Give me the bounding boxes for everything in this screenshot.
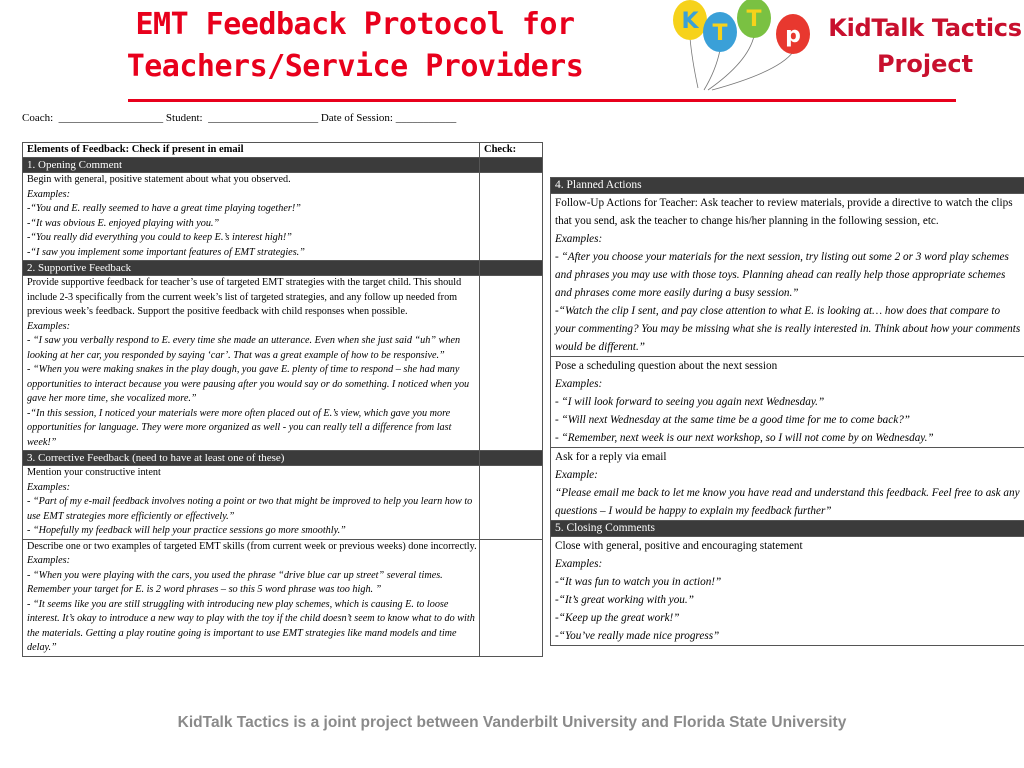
- section-header-closing: [551, 521, 1024, 537]
- logo-line-1: KidTalk Tactics: [828, 14, 1022, 42]
- check-column-header: Check:: [480, 143, 543, 158]
- kidtalk-logo-text: [826, 10, 1024, 82]
- example-item: - “Will next Wednesday at the same time be a good time for me to come back?”: [555, 414, 911, 426]
- examples-label: Examples:: [27, 481, 70, 493]
- example-item: - “I will look forward to seeing you again next Wednesday.”: [555, 396, 825, 408]
- table-header-row: [23, 143, 543, 158]
- example-item: - “When you were playing with the cars, you used the phrase “drive blue car up street” several times. Remember your target for E. is 2 word phrases – so this 5 word phrase was too high. ”: [27, 569, 443, 595]
- table-row: [551, 448, 1024, 521]
- page-title: [95, 4, 615, 88]
- footer-text: KidTalk Tactics is a joint project between Vanderbilt University and Florida State University: [177, 714, 847, 731]
- table-row: [551, 357, 1024, 448]
- example-item: - “I saw you verbally respond to E. every time she made an utterance. Even when she just said “uh” when looking at her car, you responded by saying ‘car’. That was a great example of how to be responsive.”: [27, 335, 461, 361]
- table-row: [551, 537, 1024, 646]
- check-cell[interactable]: [480, 173, 543, 261]
- section-title: 1. Opening Comment: [23, 158, 480, 173]
- section-title: 2. Supportive Feedback: [23, 261, 480, 276]
- balloon-letter: T: [746, 7, 762, 32]
- balloon-letter: T: [712, 21, 728, 46]
- example-item: -“You’ve really made nice progress”: [555, 630, 720, 642]
- date-label: Date of Session:: [320, 112, 393, 124]
- balloon-t-green-icon: [737, 0, 771, 38]
- section-title: 3. Corrective Feedback (need to have at least one of these): [23, 451, 480, 466]
- row-lead: Ask for a reply via email: [555, 451, 667, 463]
- example-item: - “Part of my e-mail feedback involves noting a point or two that might be improved to help you learn how to use EMT strategies more efficiently or effectively.”: [27, 496, 473, 522]
- check-cell[interactable]: [480, 276, 543, 451]
- examples-label: Examples:: [555, 378, 603, 390]
- example-item: -“You really did everything you could to keep E.’s interest high!”: [27, 232, 292, 243]
- title-line-1: EMT Feedback Protocol for: [135, 7, 575, 42]
- row-lead: Follow-Up Actions for Teacher: Ask teacher to review materials, provide a directive to watch the clips that you send, ask the teacher to change his/her planning in the following session, etc.: [555, 197, 1013, 227]
- table-row: [551, 194, 1024, 357]
- balloon-k-icon: [673, 0, 707, 40]
- example-item: -“It was obvious E. enjoyed playing with you.”: [27, 217, 220, 229]
- section-header-opening: [23, 158, 543, 173]
- section-title: 5. Closing Comments: [551, 521, 1024, 537]
- section-header-planned: [551, 178, 1024, 194]
- section-header-supportive: [23, 261, 543, 276]
- example-item: -“Watch the clip I sent, and pay close attention to what E. is looking at… how does that compare to your commenting? You may be missing what she is really interested in. Think about how your comments would be different.”: [555, 305, 1021, 353]
- title-underline: [128, 99, 956, 102]
- balloon-letter: K: [681, 9, 699, 34]
- example-item: -“Keep up the great work!”: [555, 612, 680, 624]
- example-item: -“I saw you implement some important features of EMT strategies.”: [27, 246, 305, 258]
- examples-label: Example:: [555, 469, 598, 481]
- example-item: - “It seems like you are still struggling with introducing new play schemes, which is causing E. to loose interest. It’s okay to introduce a new way to play with the toy if the child doesn’t seem to know what to do with the materials. Getting a play routine going is important to use EMT strategies like mand models and time delay.”: [27, 598, 475, 653]
- row-lead: Close with general, positive and encouraging statement: [555, 540, 803, 552]
- table-row: [23, 173, 543, 261]
- table-row: [23, 276, 543, 451]
- table-row: [23, 539, 543, 656]
- feedback-elements-table: [22, 142, 543, 657]
- planned-actions-table: [550, 177, 1024, 646]
- elements-column-header: Elements of Feedback: Check if present in email: [23, 143, 480, 158]
- student-label: Student:: [165, 112, 203, 124]
- example-item: -“It’s great working with you.”: [555, 594, 694, 606]
- section-header-corrective: [23, 451, 543, 466]
- balloon-p-icon: [776, 14, 810, 54]
- session-info-line: Coach: ___________________ Student: ____________________ Date of Session: ___________: [22, 112, 457, 124]
- logo-line-2: Project: [876, 50, 974, 78]
- check-cell[interactable]: [480, 466, 543, 540]
- example-item: -“You and E. really seemed to have a great time playing together!”: [27, 203, 301, 214]
- row-lead: Pose a scheduling question about the next session: [555, 360, 778, 372]
- examples-label: Examples:: [27, 555, 70, 566]
- example-item: -“It was fun to watch you in action!”: [555, 576, 722, 588]
- example-item: - “When you were making snakes in the play dough, you gave E. plenty of time to respond – she had many opportunities to interact because you were pausing after you would say or do something. I noticed when you gave her more time, she vocalized more.”: [27, 364, 470, 404]
- examples-label: Examples:: [555, 558, 603, 570]
- example-item: - “Remember, next week is our next workshop, so I will not come by on Wednesday.”: [555, 432, 934, 444]
- row-lead: Begin with general, positive statement about what you observed.: [27, 174, 291, 185]
- balloon-letter: p: [785, 23, 801, 48]
- title-line-2: Teachers/Service Providers: [126, 49, 584, 84]
- row-lead: Describe one or two examples of targeted EMT skills (from current week or previous weeks) done incorrectly.: [27, 540, 477, 552]
- example-item: - “After you choose your materials for the next session, try listing out some 2 or 3 word play schemes and phrases you may use with those toys. Planning ahead can really help those appropriate schemes and phrases come more easily during a busy session.”: [555, 251, 1009, 299]
- coach-label: Coach:: [22, 112, 54, 124]
- examples-label: Examples:: [27, 188, 70, 200]
- row-lead: Provide supportive feedback for teacher’s use of targeted EMT strategies with the target child. This should include 2-3 specifically from the current week’s list of targeted strategies, and any follow up needed from previous week’s feedback. Support the positive feedback with child responses when possible.: [27, 277, 462, 317]
- example-item: -“In this session, I noticed your materials were more often placed out of E.’s view, which gave you more opportunities for language. They were more organized as well - you can really tell a difference from last week!”: [27, 407, 452, 448]
- example-item: “Please email me back to let me know you have read and understand this feedback. Feel free to ask any questions – I would be happy to explain my feedback further”: [555, 487, 1020, 517]
- row-lead: Mention your constructive intent: [27, 467, 161, 478]
- check-cell[interactable]: [480, 539, 543, 656]
- examples-label: Examples:: [555, 233, 603, 245]
- examples-label: Examples:: [27, 320, 70, 332]
- table-row: [23, 466, 543, 540]
- section-title: 4. Planned Actions: [551, 178, 1024, 194]
- balloon-t-blue-icon: [703, 12, 737, 52]
- example-item: - “Hopefully my feedback will help your practice sessions go more smoothly.”: [27, 525, 346, 536]
